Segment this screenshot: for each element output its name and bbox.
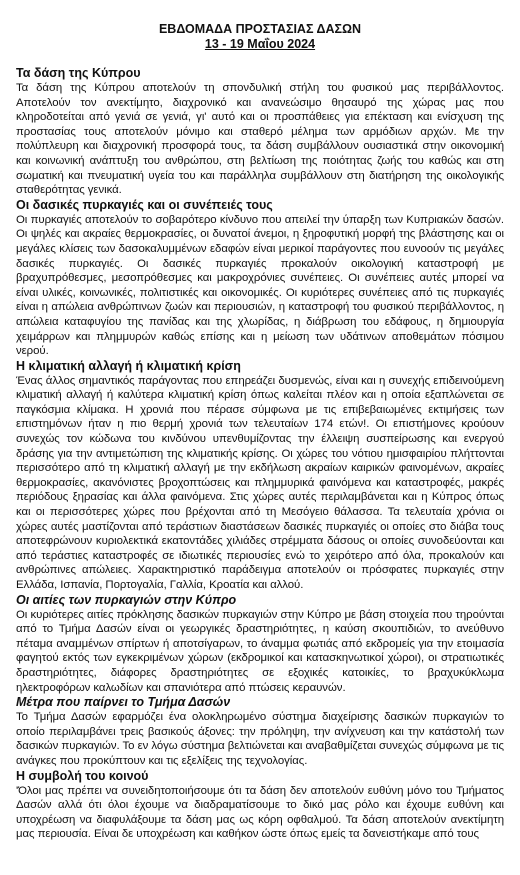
section-body: Οι πυρκαγιές αποτελούν το σοβαρότερο κίνδυνο που απειλεί την ύπαρξη των Κυπριακών δασών. Οι ψηλές και ακραίες θερμοκρασίες, οι δυνατοί άνεμοι, η ξηροφυτική μορφή της βλάστησης και οι μεγάλες κλίσεις των δασοκαλυμμένων εδαφών είναι μερικοί παράγοντες που ευνοούν τις μεγάλες δασικές πυρκαγιές. Οι δασικές πυρκαγιές προκαλούν οικολογική καταστροφή με βραχυπρόθεσμες, μεσοπρόθεσμες και μακροχρόνιες συνέπειες. Οι συνέπειες αυτές μπορεί να είναι υλικές, κοινωνικές, πολιτιστικές και οικονομικές. Οι κυριότερες συνέπειες από τις πυρκαγιές είναι η απώλεια ανθρώπινων ζωών και περιουσιών, η καταστροφή του φυσικού περιβάλλοντος, η απώλεια καταφυγίου της πανίδας και της χλωρίδας, η διάβρωση του εδάφους, η δημιουργία χειμάρρων και πλημμυρών καθώς επίσης και η μείωση των υδάτινων αποθεμάτων πόσιμου νερού. [16,213,504,358]
section-body: Οι κυριότερες αιτίες πρόκλησης δασικών πυρκαγιών στην Κύπρο με βάση στοιχεία που τηρούνται από το Τμήμα Δασών είναι οι γεωργικές δραστηριότητες, η καύση σκουπιδιών, το ανεύθυνο πέταμα αναμμένων σπίρτων ή αποτσίγαρων, το άναμμα φωτιάς από εκδρομείς για την ετοιμασία φαγητού εκτός των εγκεκριμένων χώρων (εκδρομικοί και κατασκηνωτικοί χώροι), οι στρατιωτικές δραστηριότητες, διάφορες δραστηριότητες σε εξοχικές κατοικίες, το βραχυκύκλωμα ηλεκτροφόρων καλωδίων και σπανιότερα από πτώσεις κεραυνών. [16,608,504,694]
section-heading: Οι δασικές πυρκαγιές και οι συνέπειές τους [16,197,273,212]
section-fire-causes [16,593,504,696]
section-heading: Οι αιτίες των πυρκαγιών στην Κύπρο [16,592,237,607]
document-header [16,22,504,52]
section-body: 'Όλοι μας πρέπει να συνειδητοποιήσουμε ότι τα δάση δεν αποτελούν ευθύνη μόνο του Τμήματος Δασών αλλά ότι όλοι έχουμε να διαδραματίσουμε το δικό μας ρόλο και έχουμε ευθύνη και υποχρέωση να διαφυλάξουμε τα δάση μας ως κόρη οφθαλμού. Τα δάση αποτελούν ανεκτίμητη μας περιουσία. Είναι δε υποχρέωση και καθήκον ώστε όπως εμείς τα δανειστήκαμε από τους [16,784,504,841]
section-heading: Μέτρα που παίρνει το Τμήμα Δασών [16,695,231,710]
document-title: ΕΒΔΟΜΑΔΑ ΠΡΟΣΤΑΣΙΑΣ ΔΑΣΩΝ [158,22,362,36]
section-body: Το Τμήμα Δασών εφαρμόζει ένα ολοκληρωμένο σύστημα διαχείρισης δασικών πυρκαγιών το οποίο περιλαμβάνει τρεις βασικούς άξονες: την πρόληψη, την ανίχνευση και την κατάστολή των δασικών πυρκαγιών. Το εν λόγω σύστημα βελτιώνεται και αναβαθμίζεται συνεχώς σύμφωνα με τις ανάγκες που προκύπτουν και τις εξελίξεις της τεχνολογίας. [16,711,504,767]
document-date-range: 13 - 19 Μαΐου 2024 [204,37,316,51]
section-climate-crisis [16,359,504,593]
section-heading: Τα δάση της Κύπρου [16,66,141,80]
document-page [16,22,504,842]
section-body: Τα δάση της Κύπρου αποτελούν τη σπονδυλική στήλη του φυσικού μας περιβάλλοντος. Αποτελούν τον ανεκτίμητο, διαχρονικό και ανανεώσιμο θησαυρό της χώρας μας που κληροδοτείται από γενιά σε γενιά, γι' αυτό και οι προσπάθειες για επέκταση και ενίσχυση της προστασίας τους αποτελούν μόνιμο και σταθερό μέλημα των αρμόδιων αρχών. Με την πολύπλευρη και διαχρονική προσφορά τους, τα δάση συμβάλλουν ουσιαστικά στην οικονομική και κοινωνική ανάπτυξη του ανθρώπου, στη βελτίωση της ποιότητας ζωής του καθώς και στη σωματική και πνευματική υγεία του και παράλληλα συμβάλλουν στη διατήρηση της οικολογικής σταθερότητας γενικά. [16,82,504,197]
section-heading: Η κλιματική αλλαγή ή κλιματική κρίση [16,358,241,373]
section-forest-fires [16,198,504,359]
section-public-contribution [16,769,504,842]
section-body: Ένας άλλος σημαντικός παράγοντας που επηρεάζει δυσμενώς, είναι και η συνεχής επιδεινούμενη κλιματική αλλαγή ή καλύτερα κλιματική κρίση όπως καλείται πλέον και η οποία εξαπλώνεται σε παγκόσμια κλίμακα. Η χρονιά που πέρασε σύμφωνα με τις επιβεβαιωμένες εκτιμήσεις των επιστημόνων ήταν η πιο θερμή χρονιά των τελευταίων 174 ετών!. Οι επιστήμονες κρούουν συνεχώς τον κώδωνα του κινδύνου υπενθυμίζοντας την έλλειψη συσπείρωσης και ενεργού δράσης για την αντιμετώπιση της κλιματικής κρίσης. Οι χώρες του νότιου ημισφαιρίου πλήττονται περισσότερο από τη κλιματική αλλαγή με την εκδήλωση ακραίων καιρικών φαινομένων, ακραίες θερμοκρασίες, ακανόνιστες βροχοπτώσεις και πλημμυρικά φαινόμενα και καταστροφές, μακρές περιόδους ξηρασίας και άλλα φαινόμενα. Στις χώρες αυτές περιλαμβάνεται και η Κύπρος όπως και οι περισσότερες χώρες που βρέχονται από τη Μεσόγειο θάλασσα. Τα τελευταία χρόνια οι χώρες αυτές μαστίζονται από τεράστιων διαστάσεων δασικές πυρκαγιές οι οποίες στο διάβα τους αποτεφρώνουν κυριολεκτικά εκατοντάδες χιλιάδες στρέμματα δάσους οι οποίες συνοδεύονται και από τεράστιες καταστροφές σε ιδιωτικές περιουσίες ενώ το χειρότερο από όλα, προκαλούν και ανθρώπινες απώλειες. Χαρακτηριστικό παράδειγμα αποτελούν οι πρόσφατες πυρκαγιές στην Ελλάδα, Ισπανία, Πορτογαλία, Γαλλία, Κροατία και αλλού. [16,374,504,591]
section-forests-of-cyprus [16,66,504,198]
section-department-measures [16,695,504,768]
section-heading: Η συμβολή του κοινού [16,768,149,783]
